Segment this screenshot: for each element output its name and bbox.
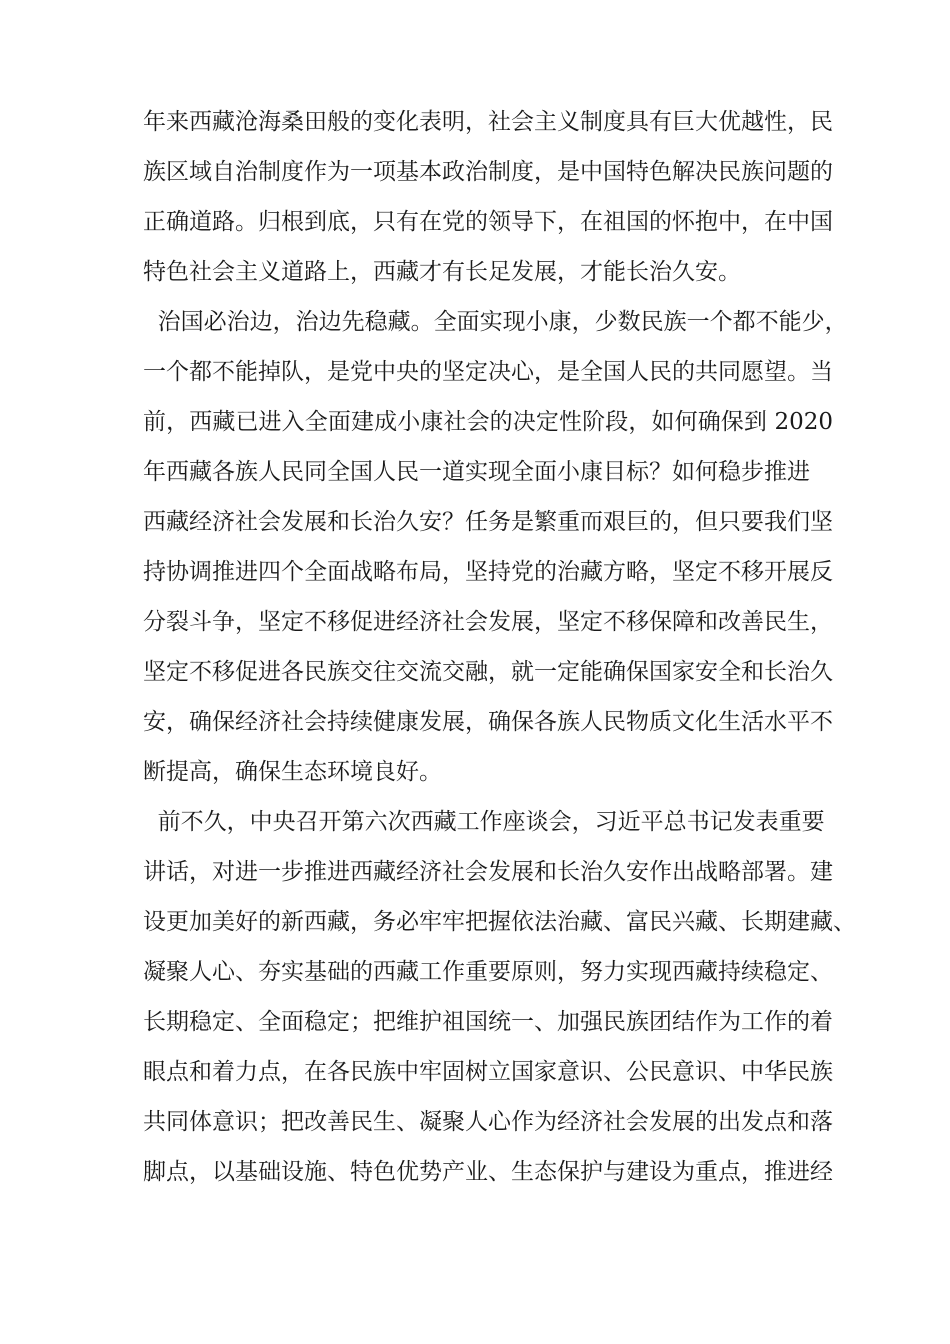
text-line: 特色社会主义道路上，西藏才有长足发展，才能长治久安。: [143, 259, 741, 285]
text-line: 安，确保经济社会持续健康发展，确保各族人民物质文化生活水平不: [143, 709, 833, 735]
text-line: 讲话，对进一步推进西藏经济社会发展和长治久安作出战略部署。建: [143, 859, 833, 885]
text-line: 正确道路。归根到底，只有在党的领导下，在祖国的怀抱中，在中国: [143, 209, 833, 235]
text-line: 眼点和着力点，在各民族中牢固树立国家意识、公民意识、中华民族: [143, 1059, 833, 1085]
text-line: 凝聚人心、夯实基础的西藏工作重要原则，努力实现西藏持续稳定、: [143, 959, 833, 985]
text-line: 前，西藏已进入全面建成小康社会的决定性阶段，如何确保到 2020: [143, 409, 833, 435]
text-line: 长期稳定、全面稳定；把维护祖国统一、加强民族团结作为工作的着: [143, 1009, 833, 1035]
text-line: 坚定不移促进各民族交往交流交融，就一定能确保国家安全和长治久: [143, 659, 833, 685]
text-line: 设更加美好的新西藏，务必牢牢把握依法治藏、富民兴藏、长期建藏、: [143, 909, 856, 935]
text-line: 持协调推进四个全面战略布局，坚持党的治藏方略，坚定不移开展反: [143, 559, 833, 585]
text-line: 一个都不能掉队，是党中央的坚定决心，是全国人民的共同愿望。当: [143, 359, 833, 385]
text-line: 治国必治边，治边先稳藏。全面实现小康，少数民族一个都不能少，: [143, 309, 848, 335]
text-line: 前不久，中央召开第六次西藏工作座谈会，习近平总书记发表重要: [143, 809, 825, 835]
text-line: 族区域自治制度作为一项基本政治制度，是中国特色解决民族问题的: [143, 159, 833, 185]
text-line: 分裂斗争，坚定不移促进经济社会发展，坚定不移保障和改善民生，: [143, 609, 833, 635]
text-line: 西藏经济社会发展和长治久安？任务是繁重而艰巨的，但只要我们坚: [143, 509, 833, 535]
text-line: 断提高，确保生态环境良好。: [143, 759, 442, 785]
text-line: 年来西藏沧海桑田般的变化表明，社会主义制度具有巨大优越性，民: [143, 109, 833, 135]
text-line: 共同体意识；把改善民生、凝聚人心作为经济社会发展的出发点和落: [143, 1109, 833, 1135]
text-line: 年西藏各族人民同全国人民一道实现全面小康目标？如何稳步推进: [143, 459, 810, 485]
text-line: 脚点，以基础设施、特色优势产业、生态保护与建设为重点，推进经: [143, 1159, 833, 1185]
